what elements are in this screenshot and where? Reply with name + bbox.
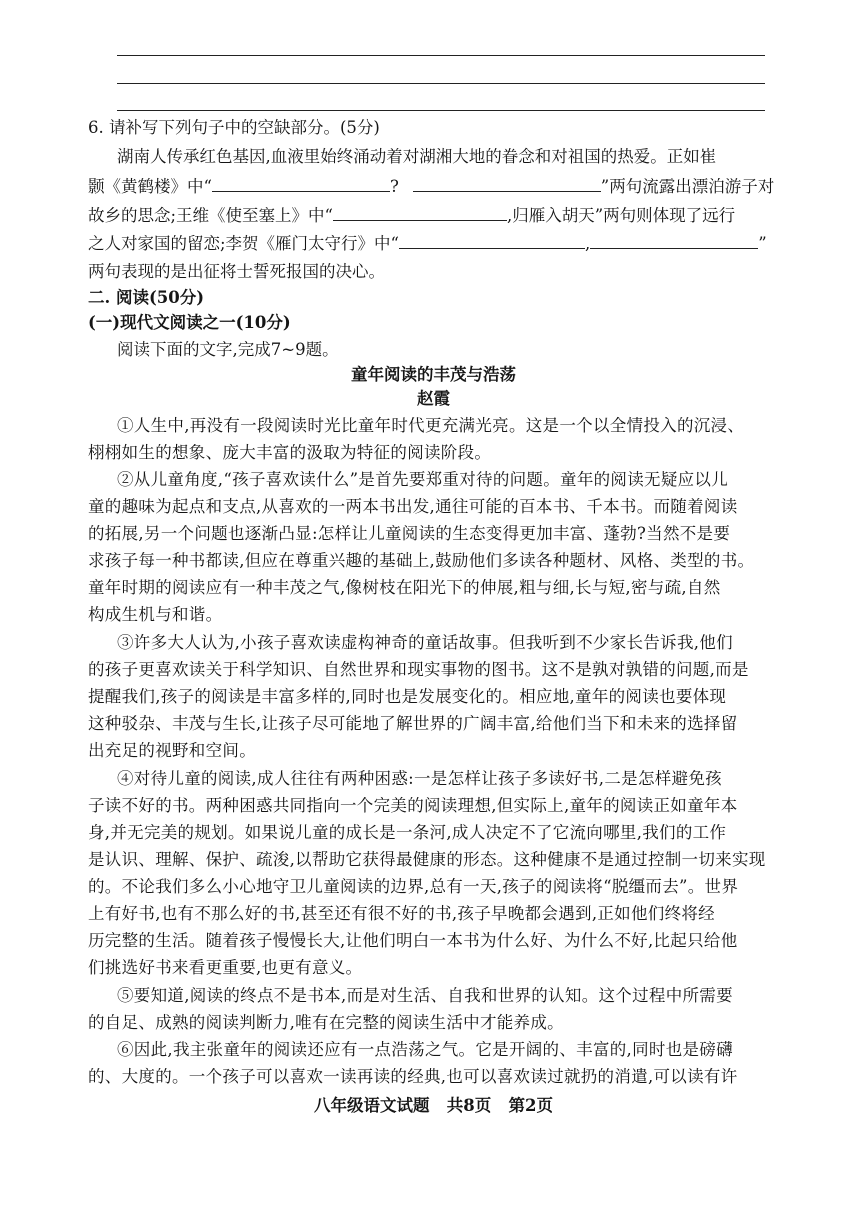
text-segment: 颢《黄鹤楼》中“ (88, 177, 212, 196)
article-line: 子读不好的书。两种困惑共同指向一个完美的阅读理想,但实际上,童年的阅读正如童年本 (88, 796, 738, 815)
page-footer: 八年级语文试题 共8页 第2页 (314, 1096, 553, 1115)
article-line: 童的趣味为起点和支点,从喜欢的一两本书出发,通往可能的百本书、千本书。而随着阅读 (88, 497, 738, 516)
article-line: 历完整的生活。随着孩子慢慢长大,让他们明白一本书为什么好、为什么不好,比起只给他 (88, 931, 738, 950)
article-line: 的自足、成熟的阅读判断力,唯有在完整的阅读生活中才能养成。 (88, 1013, 564, 1032)
text-segment: , (585, 234, 591, 253)
fill-in-blank[interactable] (212, 176, 390, 192)
text-segment: ”两句流露出漂泊游子对 (600, 177, 775, 196)
article-line: ⑥因此,我主张童年的阅读还应有一点浩荡之气。它是开阔的、丰富的,同时也是磅礴 (117, 1040, 733, 1059)
answer-line-1 (117, 55, 765, 56)
question-6-header: 6. 请补写下列句子中的空缺部分。(5分) (88, 118, 380, 137)
question-6-line (88, 205, 735, 226)
article-line: 求孩子每一种书都读,但应在尊重兴趣的基础上,鼓励他们多读各种题材、风格、类型的书。 (88, 551, 755, 570)
article-line: 的、大度的。一个孩子可以喜欢一读再读的经典,也可以喜欢读过就扔的消遣,可以读有许 (88, 1067, 738, 1086)
article-line: 出充足的视野和空间。 (88, 741, 256, 760)
article-line: 提醒我们,孩子的阅读是丰富多样的,同时也是发展变化的。相应地,童年的阅读也要体现 (88, 687, 727, 706)
question-6-line (88, 176, 774, 197)
text-segment: 故乡的思念;王维《使至塞上》中“ (88, 206, 333, 225)
article-line: 的拓展,另一个问题也逐渐凸显:怎样让儿童阅读的生态变得更加丰富、蓬勃?当然不是要 (88, 524, 731, 543)
article-line: ⑤要知道,阅读的终点不是书本,而是对生活、自我和世界的认知。这个过程中所需要 (117, 986, 733, 1005)
article-line: 上有好书,也有不那么好的书,甚至还有很不好的书,孩子早晚都会遇到,正如他们终将经 (88, 904, 715, 923)
fill-in-blank[interactable] (399, 233, 585, 249)
fill-in-blank[interactable] (413, 176, 601, 192)
article-line: 们挑选好书来看更重要,也更有意义。 (88, 958, 363, 977)
article-author: 赵霞 (417, 389, 450, 408)
question-6-line: 湖南人传承红色基因,血液里始终涌动着对湖湘大地的眷念和对祖国的热爱。正如崔 (117, 147, 717, 166)
section-title: 二. 阅读(50分) (88, 288, 205, 307)
text-segment: 之人对家国的留恋;李贺《雁门太守行》中“ (88, 234, 399, 253)
article-line: ④对待儿童的阅读,成人往往有两种困惑:一是怎样让孩子多读好书,二是怎样避免孩 (117, 769, 722, 788)
article-title: 童年阅读的丰茂与浩荡 (351, 365, 516, 384)
text-segment: ” (758, 234, 767, 253)
article-line: 这种驳杂、丰茂与生长,让孩子尽可能地了解世界的广阔丰富,给他们当下和未来的选择留 (88, 714, 738, 733)
article-line: ①人生中,再没有一段阅读时光比童年时代更充满光亮。这是一个以全情投入的沉浸、 (117, 416, 745, 435)
article-line: ③许多大人认为,小孩子喜欢读虚构神奇的童话故事。但我听到不少家长告诉我,他们 (117, 633, 733, 652)
fill-in-blank[interactable] (333, 205, 507, 221)
question-6-line (88, 233, 767, 254)
fill-in-blank[interactable] (590, 233, 758, 249)
article-line: 是认识、理解、保护、疏浚,以帮助它获得最健康的形态。这种健康不是通过控制一切来实现 (88, 850, 766, 869)
answer-line-3 (117, 110, 765, 111)
article-line: 身,并无完美的规划。如果说儿童的成长是一条河,成人决定不了它流向哪里,我们的工作 (88, 823, 727, 842)
text-segment: ? (389, 177, 399, 196)
article-line: ②从儿童角度,“孩子喜欢读什么”是首先要郑重对待的问题。童年的阅读无疑应以儿 (117, 470, 729, 489)
text-segment: ,归雁入胡天”两句则体现了远行 (507, 206, 736, 225)
article-line: 的孩子更喜欢读关于科学知识、自然世界和现实事物的图书。这不是孰对孰错的问题,而是 (88, 660, 749, 679)
article-line: 童年时期的阅读应有一种丰茂之气,像树枝在阳光下的伸展,粗与细,长与短,密与疏,自然 (88, 578, 721, 597)
answer-line-2 (117, 83, 765, 84)
question-6-line: 两句表现的是出征将士誓死报国的决心。 (88, 262, 385, 281)
article-line: 的。不论我们多么小心地守卫儿童阅读的边界,总有一天,孩子的阅读将“脱缰而去”。世界 (88, 877, 739, 896)
article-line: 栩栩如生的想象、庞大丰富的汲取为特征的阅读阶段。 (88, 443, 492, 462)
subsection-title: (一)现代文阅读之一(10分) (88, 313, 291, 332)
article-line: 构成生机与和谐。 (88, 605, 223, 624)
reading-instruction: 阅读下面的文字,完成7~9题。 (117, 340, 339, 359)
